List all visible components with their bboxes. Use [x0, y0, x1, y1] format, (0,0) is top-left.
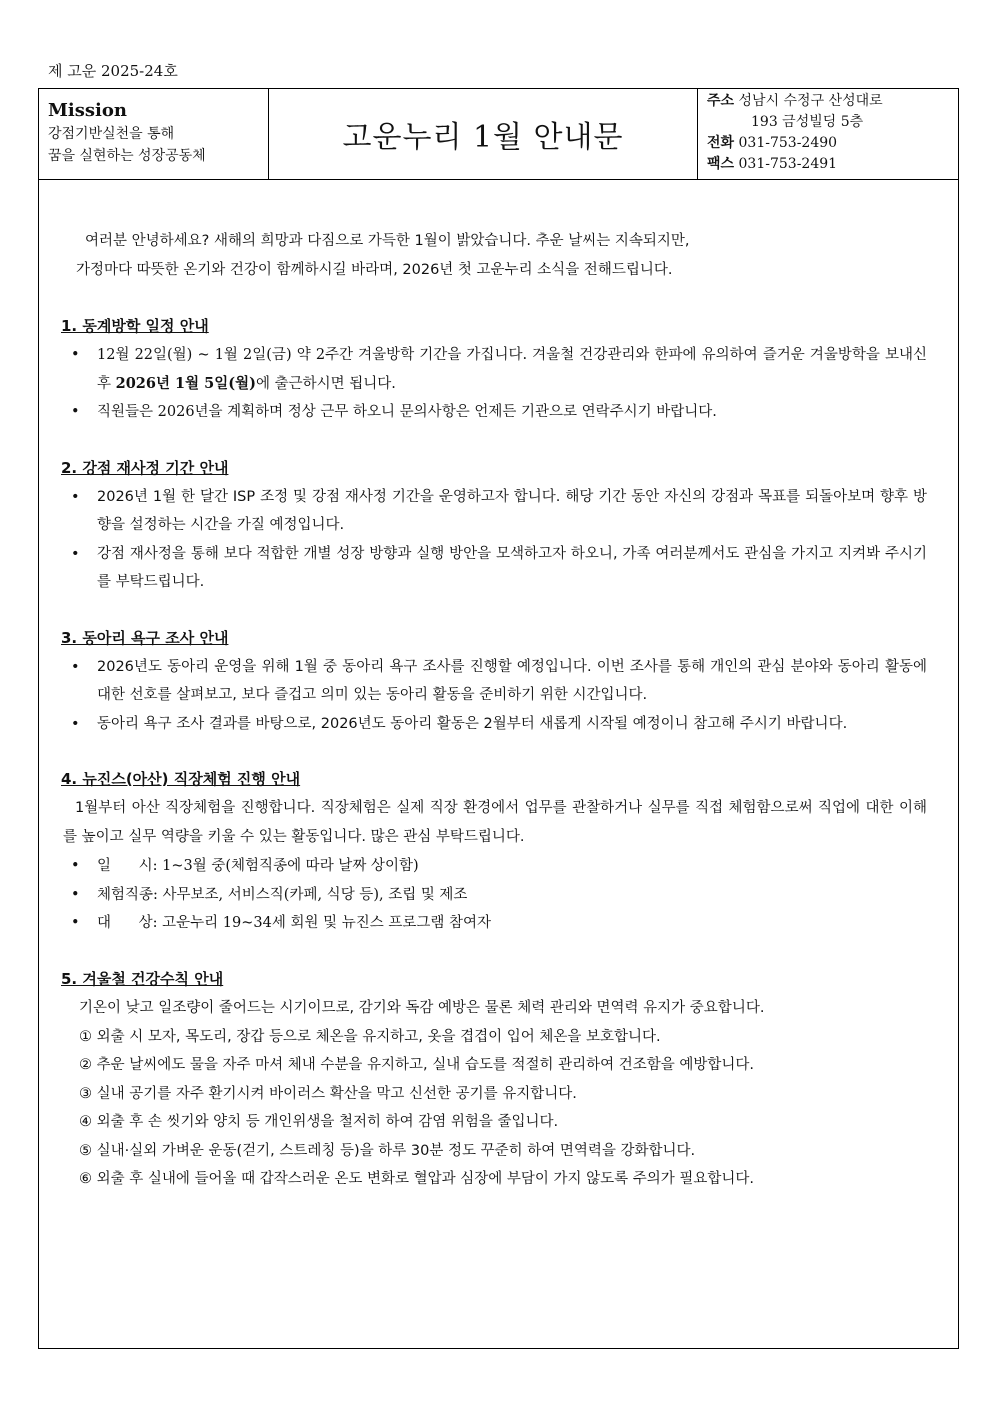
fax-label: 팩스 [707, 156, 735, 172]
section-paragraph: 1월부터 아산 직장체험을 진행합니다. 직장체험은 실제 직장 환경에서 업무를 관찰하거나 실무를 직접 체험함으로써 직업에 대한 이해를 높이고 실무 역량을 키울 수 있는 활동입니다. 많은 관심 부탁드립니다. [63, 800, 927, 845]
contact-cell [698, 89, 958, 179]
section-title: 4. 뉴진스(아산) 직장체험 진행 안내 [61, 770, 301, 788]
intro-line-2: 가정마다 따뜻한 온기와 건강이 함께하시길 바라며, 2026년 첫 고운누리 소식을 전해드립니다. [76, 262, 673, 278]
phone-label: 전화 [707, 135, 735, 151]
section-title: 3. 동아리 욕구 조사 안내 [61, 628, 229, 647]
section-winter-break [61, 312, 927, 427]
list-item: ⑤ 실내·실외 가벼운 운동(걷기, 스트레칭 등)을 하루 30분 정도 꾸준히 하여 면역력을 강화합니다. [79, 1142, 696, 1159]
mission-line-2: 꿈을 실현하는 성장공동체 [48, 148, 206, 164]
list-item: • 체험직종: 사무보조, 서비스직(카페, 식당 등), 조립 및 제조 [61, 881, 927, 910]
section-title: 1. 동계방학 일정 안내 [61, 317, 209, 335]
list-item: ⑥ 외출 후 실내에 들어올 때 갑작스러운 온도 변화로 혈압과 심장에 부담이 가지 않도록 주의가 필요합니다. [79, 1171, 755, 1187]
section-title: 2. 강점 재사정 기간 안내 [61, 458, 229, 477]
title-cell [269, 89, 698, 179]
list-item: • 2026년도 동아리 운영을 위해 1월 중 동아리 욕구 조사를 진행할 예정입니다. 이번 조사를 통해 개인의 관심 분야와 동아리 활동에 대한 선호를 살펴보고, 보다 즐겁고 의미 있는 동아리 활동을 준비하기 위한 시간입니다. [61, 653, 927, 710]
list-item: ③ 실내 공기를 자주 환기시켜 바이러스 확산을 막고 신선한 공기를 유지합니다. [79, 1085, 577, 1102]
address-line-1: 성남시 수정구 산성대로 [738, 93, 883, 109]
page-title: 고운누리 1월 안내문 [342, 120, 624, 155]
section-club-survey [61, 624, 927, 739]
list-item: • 2026년 1월 한 달간 ISP 조정 및 강점 재사정 기간을 운영하고자 합니다. 해당 기간 동안 자신의 강점과 목표를 되돌아보며 향후 방향을 설정하는 시간을 가질 예정입니다. [61, 483, 927, 540]
phone-row [707, 133, 958, 154]
list-item: • 강점 재사정을 통해 보다 적합한 개별 성장 방향과 실행 방안을 모색하고자 하오니, 가족 여러분께서도 관심을 가지고 지켜봐 주시기를 부탁드립니다. [61, 540, 927, 597]
header-table [39, 89, 958, 180]
list-item: • 직원들은 2026년을 계획하며 정상 근무 하오니 문의사항은 언제든 기관으로 연락주시기 바랍니다. [61, 398, 927, 427]
document-number: 제 고운 2025-24호 [48, 62, 178, 80]
fax-number: 031-753-2491 [738, 156, 838, 172]
phone-number: 031-753-2490 [738, 135, 838, 151]
section-strength-reassessment [61, 454, 927, 597]
mission-title: Mission [48, 100, 127, 121]
list-item: • 대 상: 고운누리 19~34세 회원 및 뉴진스 프로그램 참여자 [61, 909, 927, 938]
list-item: ① 외출 시 모자, 목도리, 장갑 등으로 체온을 유지하고, 옷을 겹겹이 입어 체온을 보호합니다. [79, 1028, 661, 1045]
mission-line-1: 강점기반실천을 통해 [48, 126, 175, 142]
list-item: • 12월 22일(월) ~ 1월 2일(금) 약 2주간 겨울방학 기간을 가집니다. 겨울철 건강관리와 한파에 유의하여 즐거운 겨울방학을 보내신 후 2026년 1월 5일(월)에 출근하시면 됩니다. [61, 341, 927, 398]
address-line-2: 193 금성빌딩 5층 [751, 114, 864, 130]
notice-frame [38, 88, 959, 1349]
list-item: • 동아리 욕구 조사 결과를 바탕으로, 2026년도 동아리 활동은 2월부터 새롭게 시작될 예정이니 참고해 주시기 바랍니다. [61, 710, 927, 739]
section-paragraph: 기온이 낮고 일조량이 줄어드는 시기이므로, 감기와 독감 예방은 물론 체력 관리와 면역력 유지가 중요합니다. [79, 999, 765, 1016]
section-job-experience [61, 765, 927, 938]
address-row [707, 91, 958, 112]
return-date: 2026년 1월 5일(월) [115, 374, 257, 392]
list-item: • 일 시: 1~3월 중(체험직종에 따라 날짜 상이함) [61, 852, 927, 881]
list-item: ④ 외출 후 손 씻기와 양치 등 개인위생을 철저히 하여 감염 위험을 줄입니다. [79, 1114, 559, 1130]
address-label: 주소 [707, 93, 735, 109]
section-health-tips [61, 965, 927, 1194]
notice-body [61, 227, 927, 1194]
list-item: ② 추운 날씨에도 물을 자주 마셔 체내 수분을 유지하고, 실내 습도를 적절히 관리하여 건조함을 예방합니다. [79, 1057, 755, 1073]
mission-cell [39, 89, 269, 179]
fax-row [707, 154, 958, 175]
intro [61, 227, 927, 285]
intro-line-1: 여러분 안녕하세요? 새해의 희망과 다짐으로 가득한 1월이 밝았습니다. 추운 날씨는 지속되지만, [85, 233, 690, 249]
section-title: 5. 겨울철 건강수칙 안내 [61, 969, 224, 988]
